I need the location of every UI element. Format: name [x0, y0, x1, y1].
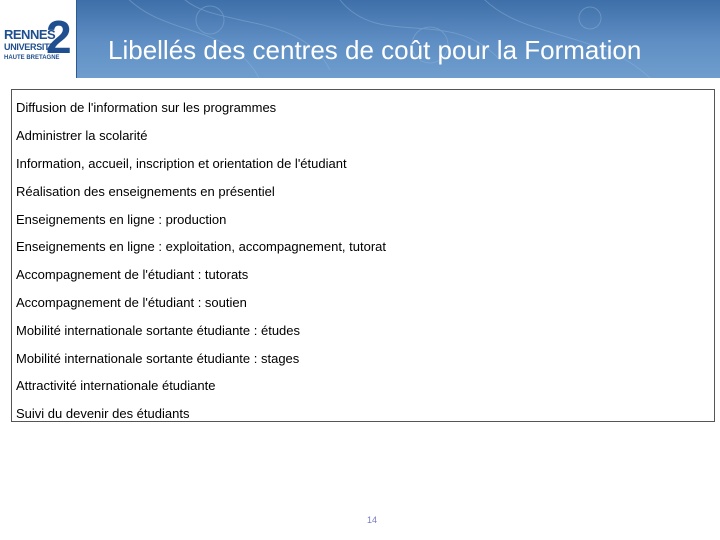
logo-text-universite: UNIVERSITÉ [4, 42, 56, 52]
slide-header [0, 0, 720, 78]
slide-title: Libellés des centres de coût pour la Formation [108, 35, 642, 65]
list-item: Suivi du devenir des étudiants [16, 406, 190, 421]
list-item: Enseignements en ligne : production [16, 212, 227, 227]
list-item: Accompagnement de l'étudiant : tutorats [16, 267, 249, 282]
list-item: Attractivité internationale étudiante [16, 378, 216, 393]
logo-text-haute-bretagne: HAUTE BRETAGNE [4, 55, 60, 61]
logo-text-rennes: RENNES [4, 27, 56, 42]
list-item: Information, accueil, inscription et orientation de l'étudiant [16, 156, 347, 171]
list-item: Mobilité internationale sortante étudiante : stages [16, 351, 300, 366]
list-item: Enseignements en ligne : exploitation, accompagnement, tutorat [16, 239, 387, 254]
page-number: 14 [367, 515, 378, 525]
list-item: Accompagnement de l'étudiant : soutien [16, 295, 247, 310]
cost-center-list [11, 89, 715, 422]
list-item: Mobilité internationale sortante étudiante : études [16, 323, 301, 338]
list-item: Diffusion de l'information sur les programmes [16, 100, 277, 115]
university-logo [0, 0, 77, 78]
list-item: Réalisation des enseignements en présentiel [16, 184, 275, 199]
logo-number: 2 [46, 11, 72, 63]
list-item: Administrer la scolarité [16, 128, 148, 143]
